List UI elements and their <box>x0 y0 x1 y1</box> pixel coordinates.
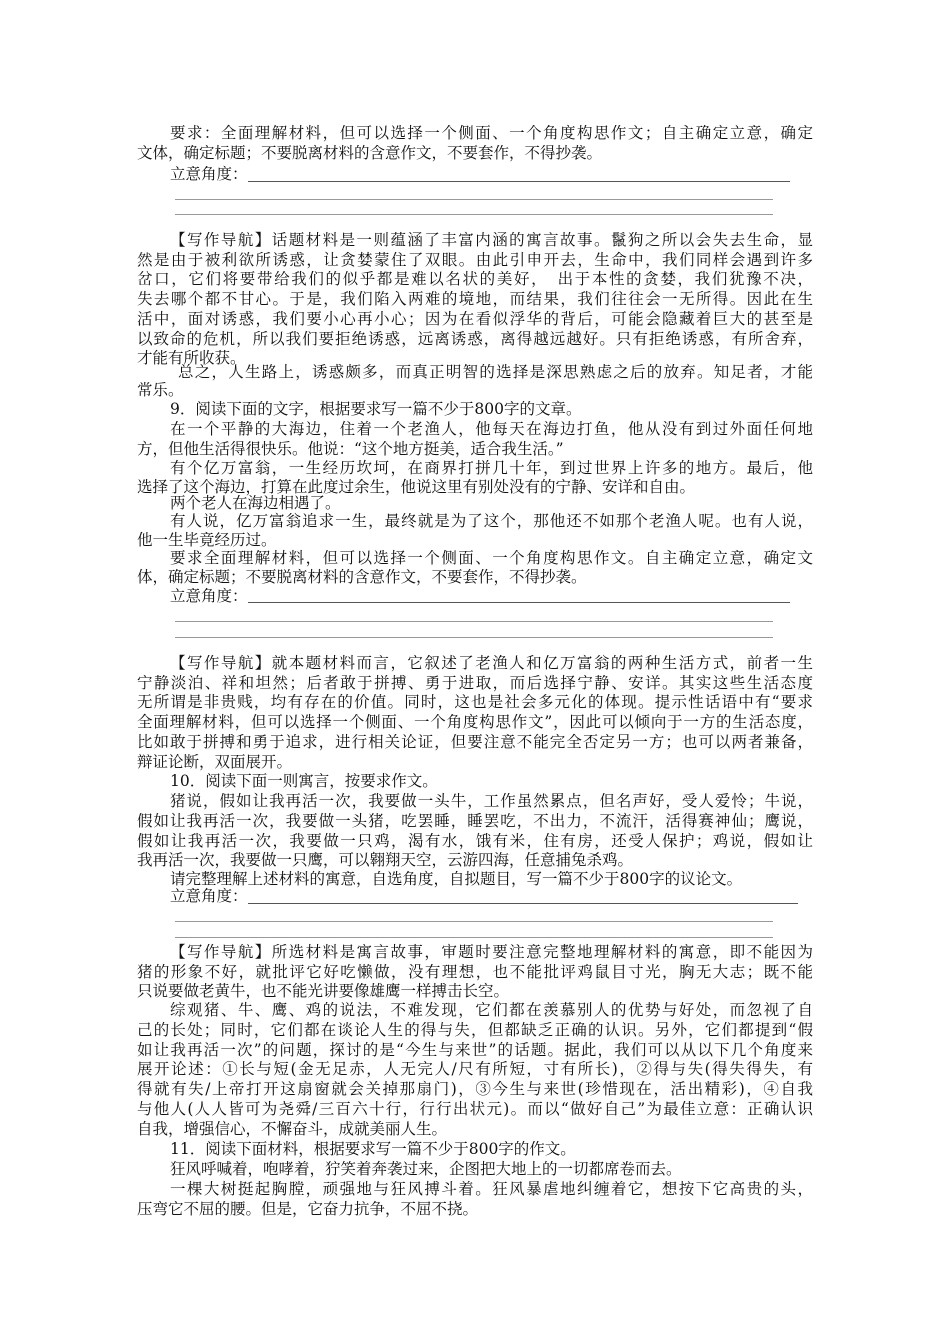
text-line: 如让我再活一次”的问题，探讨的是“今生与来世”的话题。据此，我们可以从以下几个角度来 <box>137 1041 813 1059</box>
text-line: 然是由于被利欲所诱惑，让贪婪蒙住了双眼。由此引申开去，生命中，我们同样会遇到许多 <box>137 251 813 269</box>
text-line: 压弯它不屈的腰。但是，它奋力抗争，不屈不挠。 <box>137 1200 479 1218</box>
text-line: 综观猪、牛、鹰、鸡的说法，不难发现，它们都在羡慕别人的优势与好处，而忽视了自 <box>170 1001 813 1019</box>
text-line: 在一个平静的大海边，住着一个老渔人，他每天在海边打鱼，他从没有到过外面任何地 <box>170 420 813 438</box>
text-line: 【写作导航】所选材料是寓言故事，审题时要注意完整地理解材料的寓意，即不能因为 <box>170 943 813 961</box>
text-line: 文体，确定标题；不要脱离材料的含意作文，不要套作，不得抄袭。 <box>137 144 603 162</box>
text-line: 失去哪个都不甘心。于是，我们陷入两难的境地，而结果，我们往往会一无所得。因此在生 <box>137 290 813 308</box>
answer-line[interactable] <box>248 181 790 182</box>
text-line: 全面理解材料，但可以选择一个侧面、一个角度构思作文”，因此可以倾向于一方的生活态度， <box>137 713 813 731</box>
text-line: 【写作导航】就本题材料而言，它叙述了老渔人和亿万富翁的两种生活方式，前者一生 <box>170 654 813 672</box>
text-line: 宁静淡泊、祥和坦然；后者敢于拼搏、勇于进取，而后选择宁静、安详。其实这些生活态度 <box>137 674 813 692</box>
angle-label: 立意角度： <box>170 887 248 905</box>
text-line: 猪说，假如让我再活一次，我要做一头牛，工作虽然累点，但名声好，受人爱怜；牛说， <box>170 792 813 810</box>
text-line: 方，但他生活得很快乐。他说：“这个地方挺美，适合我生活。” <box>137 440 564 458</box>
text-line: 只说要做老黄牛，也不能光讲要像雄鹰一样搏击长空。 <box>137 982 510 1000</box>
answer-line[interactable] <box>175 937 773 938</box>
text-line: 辩证论断，双面展开。 <box>137 753 293 771</box>
text-line: 猪的形象不好，就批评它好吃懒做，没有理想，也不能批评鸡鼠目寸光，胸无大志；既不能 <box>137 963 813 981</box>
text-line: 有个亿万富翁，一生经历坎坷，在商界打拼几十年，到过世界上许多的地方。最后，他 <box>170 459 813 477</box>
text-line: 假如让我再活一次，我要做一只鸡，渴有水，饿有米，住有房，还受人保护；鸡说，假如让 <box>137 832 813 850</box>
text-line: 一棵大树挺起胸膛，顽强地与狂风搏斗着。狂风暴虐地纠缠着它，想按下它高贵的头， <box>170 1180 813 1198</box>
text-line: 以致命的危机，所以我们要拒绝诱惑，远离诱惑，离得越远越好。只有拒绝诱惑，有所舍弃， <box>137 330 813 348</box>
answer-line[interactable] <box>248 903 798 904</box>
answer-line[interactable] <box>175 921 773 922</box>
answer-line[interactable] <box>175 199 773 200</box>
text-line: 有人说，亿万富翁追求一生，最终就是为了这个，那他还不如那个老渔人呢。也有人说， <box>170 512 813 530</box>
question-title: 10．阅读下面一则寓言，按要求作文。 <box>170 772 438 790</box>
text-line: 要求全面理解材料，但可以选择一个侧面、一个角度构思作文。自主确定立意，确定文 <box>170 549 813 567</box>
text-line: 展开论述：①长与短(金无足赤，人无完人/尺有所短，寸有所长)，②得与失(得失得失，有 <box>137 1060 813 1078</box>
text-line: 活中，面对诱惑，我们要小心再小心；因为在看似浮华的背后，可能会隐藏着巨大的甚至是 <box>137 310 813 328</box>
text-line: 他一生毕竟经历过。 <box>137 531 277 549</box>
answer-line[interactable] <box>175 637 773 638</box>
question-title: 9．阅读下面的文字，根据要求写一篇不少于800字的文章。 <box>170 400 582 418</box>
text-line: 己的长处；同时，它们都在谈论人生的得与失，但都缺乏正确的认识。另外，它们都提到“假 <box>137 1021 813 1039</box>
answer-line[interactable] <box>175 621 773 622</box>
angle-label: 立意角度： <box>170 165 248 183</box>
angle-label: 立意角度： <box>170 587 248 605</box>
text-line: 体，确定标题；不要脱离材料的含意作文，不要套作，不得抄袭。 <box>137 568 587 586</box>
text-line: 总之，人生路上，诱惑颇多，而真正明智的选择是深思熟虑之后的放弃。知足者，才能 <box>178 363 813 381</box>
text-line: 【写作导航】话题材料是一则蕴涵了丰富内涵的寓言故事。鬣狗之所以会失去生命，显 <box>170 231 813 249</box>
text-line: 才能有所收获。 <box>137 349 246 367</box>
text-line: 两个老人在海边相遇了。 <box>170 494 341 512</box>
text-line: 岔口，它们将要带给我们的似乎都是难以名状的美好， 出于本性的贪婪，我们犹豫不决， <box>137 270 813 288</box>
question-title: 11．阅读下面材料，根据要求写一篇不少于800字的作文。 <box>170 1140 576 1158</box>
text-line: 常乐。 <box>137 381 184 399</box>
answer-line[interactable] <box>175 214 773 215</box>
text-line: 选择了这个海边，打算在此度过余生，他说这里有别处没有的宁静、安详和自由。 <box>137 478 696 496</box>
text-line: 自我，增强信心，不懈奋斗，成就美丽人生。 <box>137 1120 448 1138</box>
answer-line[interactable] <box>248 602 790 603</box>
text-line: 狂风呼喊着，咆哮着，狞笑着奔袭过来，企图把大地上的一切都席卷而去。 <box>170 1160 682 1178</box>
text-line: 要求：全面理解材料，但可以选择一个侧面、一个角度构思作文；自主确定立意，确定 <box>170 124 813 142</box>
text-line: 比如敢于拼搏和勇于追求，进行相关论证，但要注意不能完全否定另一方；也可以两者兼备， <box>137 733 813 751</box>
text-line: 请完整理解上述材料的寓意，自选角度，自拟题目，写一篇不少于800字的议论文。 <box>170 870 743 888</box>
text-line: 与他人(人人皆可为尧舜/三百六十行，行行出状元)。而以“做好自己”为最佳立意：正确认识 <box>137 1100 813 1118</box>
text-line: 得就有失/上帝打开这扇窗就会关掉那扇门)，③今生与来世(珍惜现在，活出精彩)，④自我 <box>137 1080 813 1098</box>
text-line: 无所谓是非贵贱，均有存在的价值。同时，这也是社会多元化的体现。提示性话语中有“要求 <box>137 693 813 711</box>
text-line: 我再活一次，我要做一只鹰，可以翱翔天空，云游四海，任意捕兔杀鸡。 <box>137 851 634 869</box>
text-line: 假如让我再活一次，我要做一头猪，吃罢睡，睡罢吃，不出力，不流汗，活得赛神仙；鹰说， <box>137 812 813 830</box>
